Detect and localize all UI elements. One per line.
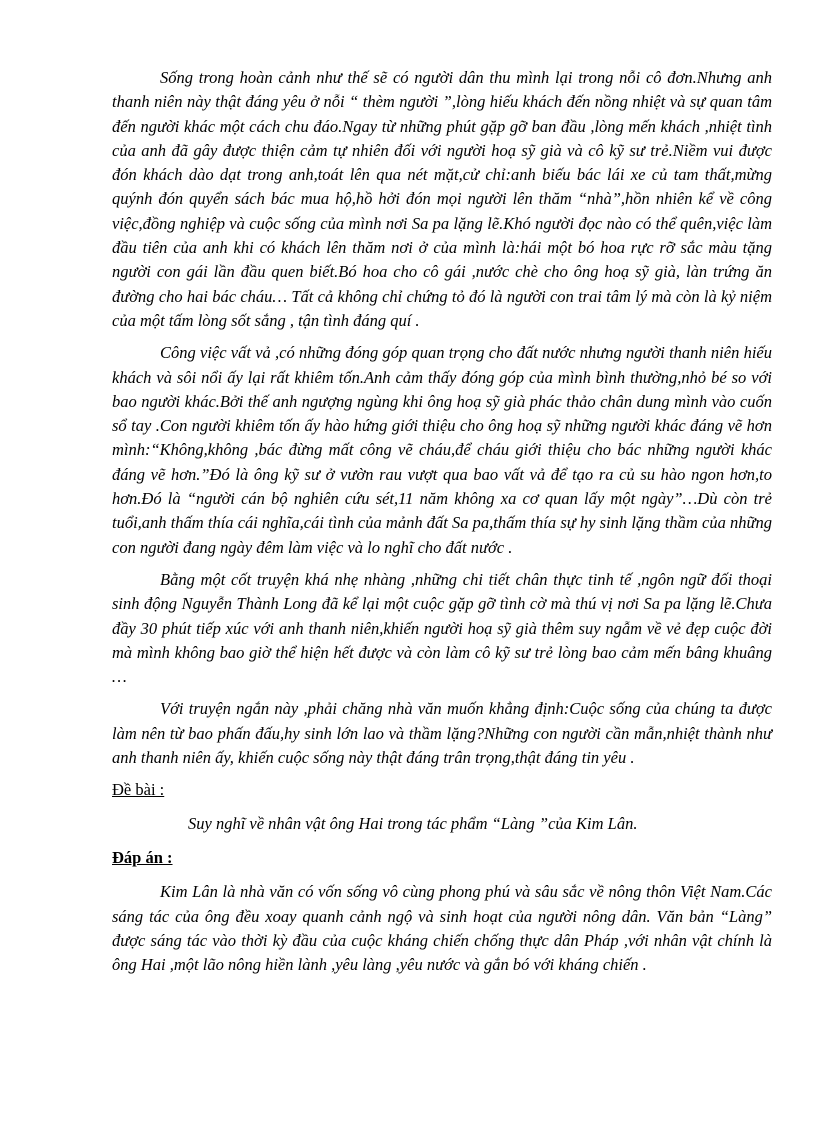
paragraph-hospitality: Sống trong hoàn cảnh như thế sẽ có người dân thu mình lại trong nỗi cô đơn.Nhưng anh thanh niên này thật đáng yêu ở nỗi “ thèm người ”,lòng hiếu khách đến nồng nhiệt và sự quan tâm đến người khác một cách chu đáo.Ngay từ những phút gặp gỡ ban đầu ,lòng mến khách ,nhiệt tình của anh đã gây được thiện cảm tự nhiên đối với người hoạ sỹ già và cô kỹ sư trẻ.Niềm vui được đón khách dào dạt trong anh,toát lên qua nét mặt,cử chỉ:anh biếu bác lái xe củ tam thất,mừng quýnh đón quyển sách bác mua hộ,hồ hởi đón mọi người lên thăm “nhà”,hồn nhiên kể về công việc,đồng nghiệp và cuộc sống của mình nơi Sa pa lặng lẽ.Khó người đọc nào có thể quên,việc làm đầu tiên của anh khi có khách lên thăm nơi ở của mình là:hái một bó hoa rực rỡ sắc màu tặng người con gái lần đầu quen biết.Bó hoa cho cô gái ,nước chè cho ông hoạ sỹ già, làn trứng ăn đường cho hai bác cháu… Tất cả không chỉ chứng tỏ đó là người con trai tâm lý mà còn là kỷ niệm của một tấm lòng sốt sắng , tận tình đáng quí .: [112, 68, 772, 330]
de-bai-heading: Đề bài :: [112, 780, 165, 800]
dap-an-paragraph: Kim Lân là nhà văn có vốn sống vô cùng phong phú và sâu sắc về nông thôn Việt Nam.Các sáng tác của ông đều xoay quanh cảnh ngộ và sinh hoạt của người nông dân. Văn bản “Làng” được sáng tác vào thời kỳ đầu của cuộc kháng chiến chống thực dân Pháp ,với nhân vật chính là ông Hai ,một lão nông hiền lành ,yêu làng ,yêu nước và gắn bó với kháng chiến .: [112, 882, 772, 975]
de-bai-text: Suy nghĩ về nhân vật ông Hai trong tác phẩm “Làng ”của Kim Lân.: [188, 814, 638, 834]
paragraph-modesty: Công việc vất vả ,có những đóng góp quan trọng cho đất nước nhưng người thanh niên hiếu khách và sôi nổi ấy lại rất khiêm tốn.Anh cảm thấy đóng góp của mình bình thường,nhỏ bé so với bao người khác.Bởi thế anh ngượng ngùng khi ông hoạ sỹ già phác thảo chân dung mình vào cuốn sổ tay .Con người khiêm tốn ấy hào hứng giới thiệu cho ông hoạ sỹ những người khác đáng vẽ hơn mình:“Không,không ,bác đừng mất công vẽ cháu,để cháu giới thiệu cho bác những người khác đáng vẽ hơn.”Đó là ông kỹ sư ở vườn rau vượt qua bao vất vả để tạo ra củ su hào ngon hơn,to hơn.Đó là “người cán bộ nghiên cứu sét,11 năm không xa cơ quan lấy một ngày”…Dù còn trẻ tuổi,anh thấm thía cái nghĩa,cái tình của mảnh đất Sa pa,thấm thía sự hy sinh lặng thầm của những con người đang ngày đêm làm việc và lo nghĩ cho đất nước .: [112, 343, 772, 557]
document-body: [112, 66, 772, 986]
paragraph-conclusion: Với truyện ngắn này ,phải chăng nhà văn muốn khẳng định:Cuộc sống của chúng ta được làm nên từ bao phấn đấu,hy sinh lớn lao và thầm lặng?Những con người cần mẫn,nhiệt thành như anh thanh niên ấy, khiến cuộc sống này thật đáng trân trọng,thật đáng tin yêu .: [112, 699, 772, 768]
dap-an-heading: Đáp án :: [112, 848, 173, 868]
paragraph-storytelling: Bằng một cốt truyện khá nhẹ nhàng ,những chi tiết chân thực tinh tế ,ngôn ngữ đối thoại sinh động Nguyễn Thành Long đã kể lại một cuộc gặp gỡ tình cờ mà thú vị nơi Sa pa lặng lẽ.Chưa đầy 30 phút tiếp xúc với anh thanh niên,khiến người hoạ sỹ già thêm suy ngẫm về vẻ đẹp cuộc đời mà mình không bao giờ thể hiện hết được và còn làm cô kỹ sư trẻ lòng bao cảm mến bâng khuâng …: [112, 569, 772, 687]
